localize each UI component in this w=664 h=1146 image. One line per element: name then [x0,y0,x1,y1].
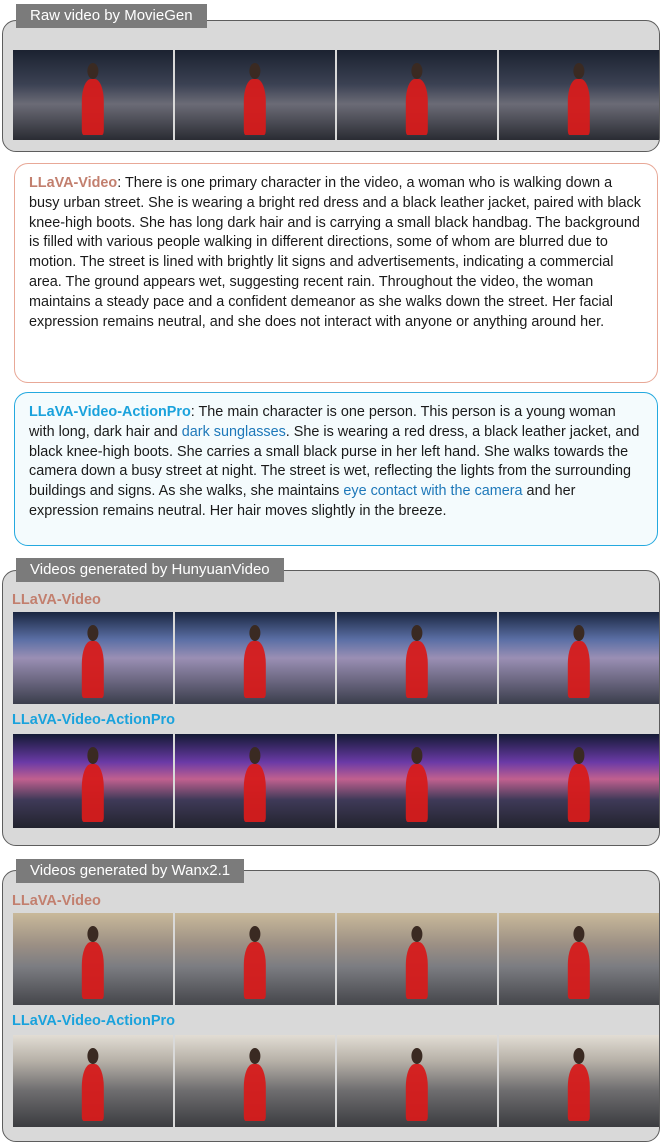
video-frame [499,612,659,704]
hunyuan-llava-video-label: LLaVA-Video [12,592,101,608]
video-frame [499,734,659,828]
video-frame [13,913,173,1005]
hunyuan-actionpro-frames [13,734,659,828]
hunyuan-tag: Videos generated by HunyuanVideo [16,558,284,582]
video-frame [13,612,173,704]
video-frame [13,50,173,140]
video-frame [175,1035,335,1127]
actionpro-caption-text-3: and her expression remains neutral. Her hair moves slightly in the breeze. [29,483,576,519]
video-frame [499,913,659,1005]
video-frame [175,612,335,704]
llava-video-model-name: LLaVA-Video [29,175,118,191]
video-frame [499,50,659,140]
actionpro-highlight-eye-contact: eye contact with the camera [343,483,523,500]
actionpro-model-name: LLaVA-Video-ActionPro [29,404,191,420]
actionpro-caption-box [14,392,658,546]
video-frame [337,50,497,140]
video-frame [499,1035,659,1127]
llava-video-caption-text: : There is one primary character in the video, a woman who is walking down a busy urban street. She is wearing a bright red dress and a black leather jacket, paired with black knee-high boots. She has long dark hair and is carrying a small black handbag. The background is filled with various people walking in different directions, some of whom are blurred due to motion. The street is lined with brightly lit signs and advertisements, indicating a commercial area. The ground appears wet, suggesting recent rain. Throughout the video, the woman maintains a steady pace and a confident demeanor as she walks down the street. Her facial expression remains neutral, and she does not interact with anyone or anything around her. [29,175,641,330]
hunyuan-actionpro-label: LLaVA-Video-ActionPro [12,712,175,728]
video-frame [175,913,335,1005]
wanx-actionpro-frames [13,1035,659,1127]
video-frame [337,612,497,704]
raw-video-tag: Raw video by MovieGen [16,4,207,28]
video-frame [337,1035,497,1127]
actionpro-caption-text-1: : The main character is one person. This person is a young woman with long, dark hair and [29,404,616,440]
actionpro-highlight-sunglasses: dark sunglasses [181,423,286,440]
llava-video-caption-box [14,163,658,383]
video-frame [337,913,497,1005]
video-frame [175,50,335,140]
wanx-actionpro-label: LLaVA-Video-ActionPro [12,1013,175,1029]
raw-video-frames [13,50,659,140]
wanx-tag: Videos generated by Wanx2.1 [16,859,244,883]
actionpro-caption-text-2: . She is wearing a red dress, a black leather jacket, and black knee-high boots. She carries a small black purse in her left hand. She walks towards the camera down a busy street at night. The street is wet, reflecting the lights from the surrounding buildings and signs. As she walks, she maintains [29,423,640,500]
video-frame [13,734,173,828]
hunyuan-llava-video-frames [13,612,659,704]
video-frame [337,734,497,828]
wanx-llava-video-frames [13,913,659,1005]
video-frame [13,1035,173,1127]
video-frame [175,734,335,828]
wanx-llava-video-label: LLaVA-Video [12,893,101,909]
